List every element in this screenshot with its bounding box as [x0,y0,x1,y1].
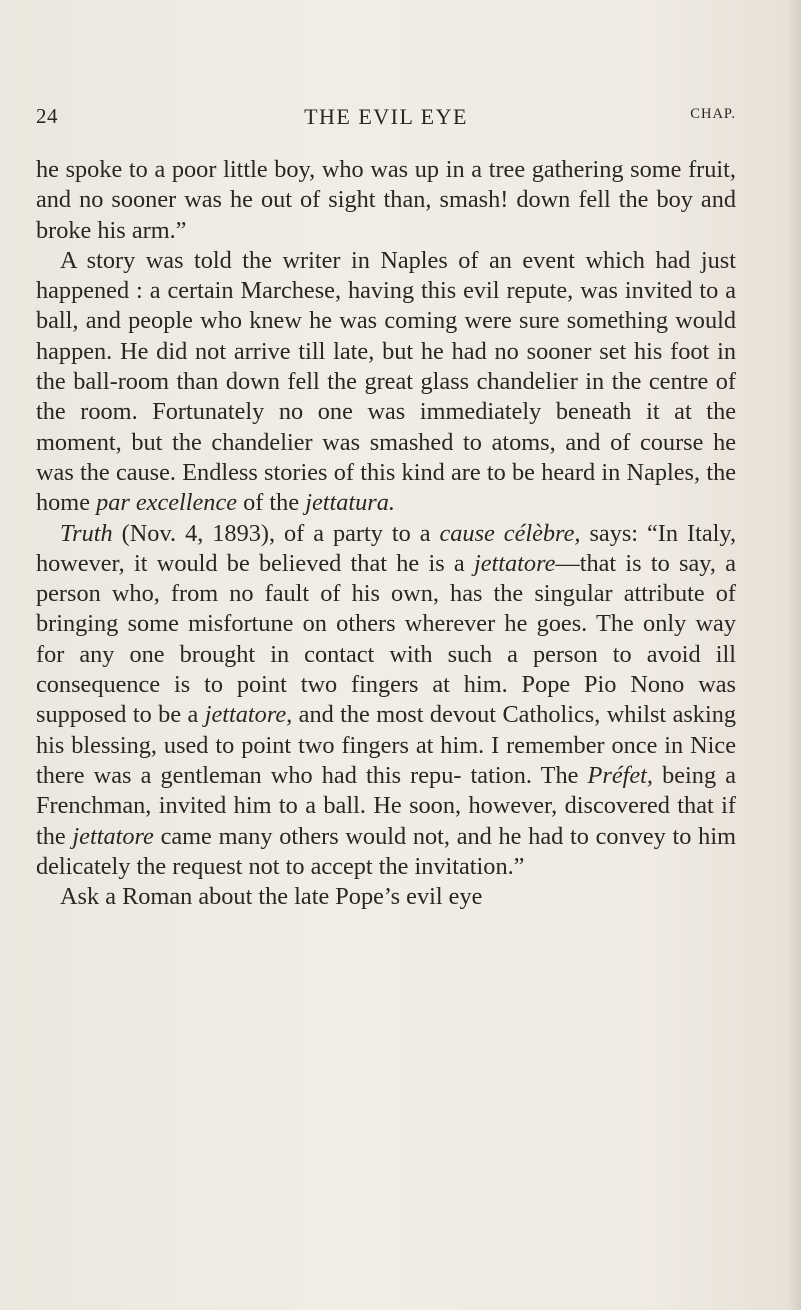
chapter-label: CHAP. [690,106,736,122]
paragraph-2-text: A story was told the writer in Naples of an event which had just happened : a certain Marchese, having this evil repute, was invited to a ball, and people who knew he was coming were sure something would happen. He did not arrive till late, but he had no sooner set his foot in the ball-room than down fell the great glass chandelier in the centre of the room. Fortunately no one was immediately beneath it at the moment, but the chandelier was smashed to atoms, and of course he was the cause. Endless stories of this kind are to be heard in Naples, the home [36,246,736,517]
paragraph-2-mid: of the [243,489,300,517]
paragraph-1 [36,155,736,246]
body-text [36,155,736,912]
paragraph-4 [36,882,736,912]
italic-cause-celebre: cause célèbre, [439,519,581,547]
paragraph-3-f: came many others would not, and he had to convey to him delicately the request not to accept the invitation.” [36,822,736,880]
italic-jettatura: jettatura. [305,489,395,517]
running-title: THE EVIL EYE [304,104,468,129]
italic-prefet: Préfet, [587,761,653,789]
paragraph-4-text: Ask a Roman about the late Pope’s evil eye [60,883,483,911]
paragraph-1-text: he spoke to a poor little boy, who was up in a tree gathering some fruit, and no sooner was he out of sight than, smash! down fell the boy and broke his arm.” [36,156,736,244]
paragraph-3-a: (Nov. 4, 1893), of a party to a [121,519,431,547]
italic-truth: Truth [60,519,113,547]
running-header [36,104,736,136]
paragraph-2 [36,246,736,519]
paragraph-3-d: and the most devout Catholics, whilst asking his blessing, used to point two fingers at him. I remember once in Nice there was a gentleman who had this repu- tation. The [36,701,736,789]
paragraph-3-e: being a Frenchman, invited him to a ball. He soon, however, discovered that if the [36,761,737,850]
italic-jettatore-3: jettatore [72,822,154,850]
italic-par-excellence: par excellence [96,489,238,517]
italic-jettatore-2: jettatore, [204,701,293,729]
page-number: 24 [36,104,58,128]
page-edge-shadow [787,0,801,1310]
paragraph-3 [36,519,736,883]
paragraph-3-c: —that is to say, a person who, from no fault of his own, has the singular attribute of bringing some misfortune on others wherever he goes. The only way for any one brought in contact with such a person to avoid ill consequence is to point two fingers at him. Pope Pio Nono was supposed to be a [36,549,736,729]
italic-jettatore-1: jettatore [474,549,556,577]
paragraph-3-b: says: “In Italy, however, it would be believed that he is a [36,519,737,577]
